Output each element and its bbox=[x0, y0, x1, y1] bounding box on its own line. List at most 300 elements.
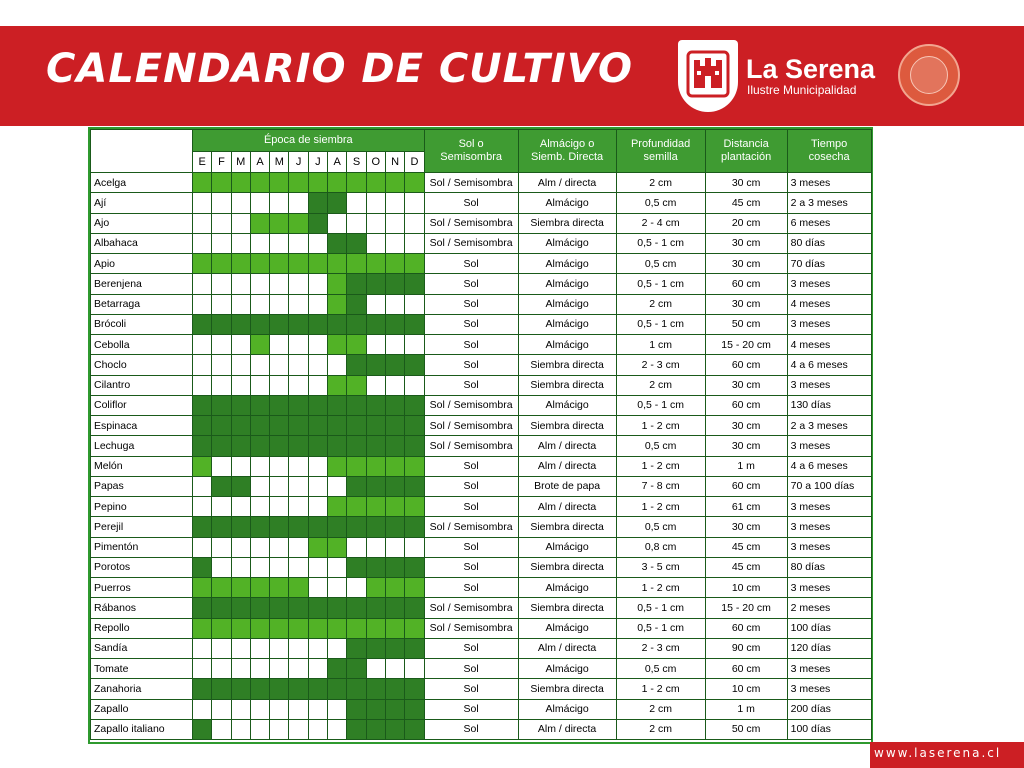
sowing-month-cell bbox=[347, 497, 366, 517]
sowing-month-cell bbox=[308, 294, 327, 314]
distance-cell: 50 cm bbox=[705, 719, 787, 739]
table-row bbox=[91, 436, 872, 456]
sowing-month-cell bbox=[289, 497, 308, 517]
sowing-month-cell bbox=[366, 719, 385, 739]
sowing-month-cell bbox=[308, 557, 327, 577]
municipal-seal-icon bbox=[898, 44, 960, 106]
depth-cell: 1 - 2 cm bbox=[616, 497, 705, 517]
sun-cell: Sol bbox=[424, 314, 518, 334]
sowing-month-cell bbox=[270, 537, 289, 557]
sowing-month-cell bbox=[328, 395, 347, 415]
sowing-month-cell bbox=[289, 578, 308, 598]
sowing-month-cell bbox=[250, 294, 269, 314]
sowing-month-cell bbox=[289, 274, 308, 294]
crop-name: Pepino bbox=[91, 497, 193, 517]
distance-cell: 20 cm bbox=[705, 213, 787, 233]
sowing-month-cell bbox=[270, 294, 289, 314]
sowing-month-cell bbox=[193, 618, 212, 638]
sowing-month-cell bbox=[193, 699, 212, 719]
depth-cell: 0,5 cm bbox=[616, 254, 705, 274]
depth-cell: 0,5 - 1 cm bbox=[616, 314, 705, 334]
sowing-month-cell bbox=[193, 294, 212, 314]
sowing-month-cell bbox=[193, 254, 212, 274]
sowing-month-cell bbox=[347, 578, 366, 598]
sowing-month-cell bbox=[212, 173, 231, 193]
month-header: M bbox=[231, 152, 250, 173]
method-cell: Siembra directa bbox=[518, 517, 616, 537]
depth-cell: 1 - 2 cm bbox=[616, 456, 705, 476]
crop-name: Cilantro bbox=[91, 375, 193, 395]
sowing-month-cell bbox=[366, 335, 385, 355]
sowing-month-cell bbox=[289, 173, 308, 193]
method-cell: Siembra directa bbox=[518, 355, 616, 375]
sowing-month-cell bbox=[366, 699, 385, 719]
harvest-time-cell: 3 meses bbox=[787, 537, 871, 557]
harvest-time-cell: 4 a 6 meses bbox=[787, 355, 871, 375]
sowing-month-cell bbox=[385, 699, 404, 719]
distance-cell: 60 cm bbox=[705, 618, 787, 638]
sun-cell: Sol bbox=[424, 274, 518, 294]
distance-cell: 30 cm bbox=[705, 173, 787, 193]
sowing-month-cell bbox=[328, 193, 347, 213]
sowing-month-cell bbox=[405, 699, 424, 719]
sowing-month-cell bbox=[250, 193, 269, 213]
distance-cell: 30 cm bbox=[705, 517, 787, 537]
sowing-month-cell bbox=[270, 335, 289, 355]
brand-subtitle: Ilustre Municipalidad bbox=[747, 83, 857, 97]
month-header: N bbox=[385, 152, 404, 173]
sowing-month-cell bbox=[347, 233, 366, 253]
table-row bbox=[91, 233, 872, 253]
sowing-month-cell bbox=[347, 395, 366, 415]
sowing-month-cell bbox=[250, 557, 269, 577]
sowing-month-cell bbox=[270, 557, 289, 577]
sowing-month-cell bbox=[289, 294, 308, 314]
sowing-month-cell bbox=[328, 416, 347, 436]
sowing-month-cell bbox=[347, 355, 366, 375]
sowing-month-cell bbox=[385, 395, 404, 415]
sowing-month-cell bbox=[405, 416, 424, 436]
sowing-month-cell bbox=[250, 213, 269, 233]
crop-name: Melón bbox=[91, 456, 193, 476]
sowing-month-cell bbox=[250, 314, 269, 334]
sowing-month-cell bbox=[289, 335, 308, 355]
sowing-month-cell bbox=[328, 659, 347, 679]
sowing-month-cell bbox=[289, 213, 308, 233]
crop-name: Porotos bbox=[91, 557, 193, 577]
method-cell: Almácigo bbox=[518, 335, 616, 355]
sowing-month-cell bbox=[212, 416, 231, 436]
distance-cell: 30 cm bbox=[705, 294, 787, 314]
sowing-month-cell bbox=[193, 395, 212, 415]
sun-cell: Sol / Semisombra bbox=[424, 598, 518, 618]
sowing-month-cell bbox=[405, 557, 424, 577]
harvest-time-cell: 70 días bbox=[787, 254, 871, 274]
sowing-month-cell bbox=[250, 497, 269, 517]
sowing-month-cell bbox=[193, 517, 212, 537]
sowing-month-cell bbox=[212, 699, 231, 719]
sowing-month-cell bbox=[405, 213, 424, 233]
sowing-month-cell bbox=[308, 274, 327, 294]
sowing-month-cell bbox=[231, 517, 250, 537]
distance-cell: 15 - 20 cm bbox=[705, 598, 787, 618]
sowing-month-cell bbox=[347, 274, 366, 294]
depth-cell: 0,5 cm bbox=[616, 193, 705, 213]
sowing-month-cell bbox=[231, 578, 250, 598]
table-row bbox=[91, 476, 872, 496]
sun-cell: Sol / Semisombra bbox=[424, 416, 518, 436]
sowing-month-cell bbox=[347, 173, 366, 193]
table-row bbox=[91, 274, 872, 294]
sowing-month-cell bbox=[385, 659, 404, 679]
sowing-month-cell bbox=[347, 213, 366, 233]
distance-cell: 45 cm bbox=[705, 537, 787, 557]
sowing-month-cell bbox=[347, 456, 366, 476]
sowing-month-cell bbox=[212, 618, 231, 638]
sowing-month-cell bbox=[250, 537, 269, 557]
sowing-month-cell bbox=[405, 173, 424, 193]
crop-name: Pimentón bbox=[91, 537, 193, 557]
crop-calendar-table bbox=[88, 127, 873, 744]
sowing-month-cell bbox=[193, 335, 212, 355]
brand-name: La Serena bbox=[746, 54, 876, 84]
sowing-month-cell bbox=[405, 719, 424, 739]
sowing-month-cell bbox=[250, 517, 269, 537]
sowing-month-cell bbox=[347, 294, 366, 314]
table-row bbox=[91, 659, 872, 679]
sowing-month-cell bbox=[347, 476, 366, 496]
sowing-month-cell bbox=[250, 254, 269, 274]
sowing-month-cell bbox=[366, 254, 385, 274]
sun-cell: Sol bbox=[424, 254, 518, 274]
sowing-month-cell bbox=[193, 476, 212, 496]
calendar-grid bbox=[90, 129, 872, 740]
header-epoca-siembra: Época de siembra bbox=[193, 130, 425, 152]
sowing-month-cell bbox=[193, 274, 212, 294]
sowing-month-cell bbox=[328, 375, 347, 395]
sowing-month-cell bbox=[289, 659, 308, 679]
sowing-month-cell bbox=[328, 456, 347, 476]
sowing-month-cell bbox=[231, 193, 250, 213]
sun-cell: Sol bbox=[424, 537, 518, 557]
depth-cell: 0,5 cm bbox=[616, 517, 705, 537]
distance-cell: 1 m bbox=[705, 699, 787, 719]
sowing-month-cell bbox=[328, 497, 347, 517]
sowing-month-cell bbox=[212, 598, 231, 618]
sowing-month-cell bbox=[231, 335, 250, 355]
sowing-month-cell bbox=[405, 395, 424, 415]
depth-cell: 7 - 8 cm bbox=[616, 476, 705, 496]
crop-name: Puerros bbox=[91, 578, 193, 598]
sowing-month-cell bbox=[405, 254, 424, 274]
sowing-month-cell bbox=[308, 699, 327, 719]
sowing-month-cell bbox=[385, 578, 404, 598]
sowing-month-cell bbox=[270, 598, 289, 618]
sowing-month-cell bbox=[231, 618, 250, 638]
sowing-month-cell bbox=[308, 173, 327, 193]
sowing-month-cell bbox=[385, 274, 404, 294]
sowing-month-cell bbox=[193, 355, 212, 375]
footer-url: www.laserena.cl bbox=[874, 746, 1002, 760]
table-row bbox=[91, 193, 872, 213]
sowing-month-cell bbox=[366, 679, 385, 699]
sowing-month-cell bbox=[250, 638, 269, 658]
sowing-month-cell bbox=[366, 517, 385, 537]
method-cell: Siembra directa bbox=[518, 557, 616, 577]
sowing-month-cell bbox=[250, 355, 269, 375]
sowing-month-cell bbox=[231, 497, 250, 517]
sowing-month-cell bbox=[212, 314, 231, 334]
depth-cell: 2 - 4 cm bbox=[616, 213, 705, 233]
sowing-month-cell bbox=[212, 335, 231, 355]
sowing-month-cell bbox=[366, 355, 385, 375]
crop-name: Cebolla bbox=[91, 335, 193, 355]
sowing-month-cell bbox=[405, 274, 424, 294]
depth-cell: 2 - 3 cm bbox=[616, 638, 705, 658]
sowing-month-cell bbox=[328, 294, 347, 314]
sowing-month-cell bbox=[289, 517, 308, 537]
sowing-month-cell bbox=[289, 314, 308, 334]
table-row bbox=[91, 719, 872, 739]
sowing-month-cell bbox=[289, 375, 308, 395]
distance-cell: 30 cm bbox=[705, 233, 787, 253]
sowing-month-cell bbox=[250, 173, 269, 193]
sowing-month-cell bbox=[212, 719, 231, 739]
crop-name: Ají bbox=[91, 193, 193, 213]
method-cell: Alm / directa bbox=[518, 436, 616, 456]
sun-cell: Sol bbox=[424, 497, 518, 517]
method-cell: Siembra directa bbox=[518, 213, 616, 233]
sowing-month-cell bbox=[231, 233, 250, 253]
method-cell: Almácigo bbox=[518, 193, 616, 213]
sowing-month-cell bbox=[250, 476, 269, 496]
sowing-month-cell bbox=[250, 233, 269, 253]
sun-cell: Sol bbox=[424, 679, 518, 699]
sowing-month-cell bbox=[289, 193, 308, 213]
sun-cell: Sol bbox=[424, 578, 518, 598]
sowing-month-cell bbox=[231, 659, 250, 679]
method-cell: Alm / directa bbox=[518, 719, 616, 739]
sowing-month-cell bbox=[328, 598, 347, 618]
distance-cell: 61 cm bbox=[705, 497, 787, 517]
crop-name: Acelga bbox=[91, 173, 193, 193]
sowing-month-cell bbox=[231, 557, 250, 577]
sowing-month-cell bbox=[270, 638, 289, 658]
sowing-month-cell bbox=[347, 254, 366, 274]
distance-cell: 30 cm bbox=[705, 436, 787, 456]
sowing-month-cell bbox=[193, 314, 212, 334]
table-row bbox=[91, 497, 872, 517]
distance-cell: 90 cm bbox=[705, 638, 787, 658]
depth-cell: 2 - 3 cm bbox=[616, 355, 705, 375]
sowing-month-cell bbox=[308, 335, 327, 355]
sowing-month-cell bbox=[289, 679, 308, 699]
sowing-month-cell bbox=[385, 173, 404, 193]
table-row bbox=[91, 294, 872, 314]
sowing-month-cell bbox=[212, 557, 231, 577]
sowing-month-cell bbox=[212, 294, 231, 314]
sun-cell: Sol bbox=[424, 355, 518, 375]
sowing-month-cell bbox=[231, 314, 250, 334]
header-corner bbox=[91, 130, 193, 173]
sowing-month-cell bbox=[193, 578, 212, 598]
depth-cell: 0,5 - 1 cm bbox=[616, 598, 705, 618]
sowing-month-cell bbox=[347, 659, 366, 679]
month-header: J bbox=[308, 152, 327, 173]
sowing-month-cell bbox=[366, 213, 385, 233]
table-row bbox=[91, 375, 872, 395]
sowing-month-cell bbox=[250, 274, 269, 294]
sowing-month-cell bbox=[347, 517, 366, 537]
depth-cell: 2 cm bbox=[616, 173, 705, 193]
sowing-month-cell bbox=[347, 436, 366, 456]
distance-cell: 60 cm bbox=[705, 395, 787, 415]
sowing-month-cell bbox=[405, 598, 424, 618]
distance-cell: 30 cm bbox=[705, 254, 787, 274]
method-cell: Almácigo bbox=[518, 699, 616, 719]
sowing-month-cell bbox=[385, 537, 404, 557]
sowing-month-cell bbox=[328, 173, 347, 193]
sowing-month-cell bbox=[308, 233, 327, 253]
sowing-month-cell bbox=[289, 719, 308, 739]
sowing-month-cell bbox=[405, 233, 424, 253]
sowing-month-cell bbox=[405, 537, 424, 557]
sowing-month-cell bbox=[289, 557, 308, 577]
harvest-time-cell: 3 meses bbox=[787, 659, 871, 679]
crop-name: Betarraga bbox=[91, 294, 193, 314]
crop-name: Tomate bbox=[91, 659, 193, 679]
sowing-month-cell bbox=[308, 497, 327, 517]
sowing-month-cell bbox=[385, 436, 404, 456]
sowing-month-cell bbox=[250, 375, 269, 395]
table-row bbox=[91, 395, 872, 415]
table-row bbox=[91, 416, 872, 436]
method-cell: Almácigo bbox=[518, 395, 616, 415]
sowing-month-cell bbox=[231, 699, 250, 719]
sowing-month-cell bbox=[328, 618, 347, 638]
sowing-month-cell bbox=[385, 375, 404, 395]
depth-cell: 1 - 2 cm bbox=[616, 679, 705, 699]
sowing-month-cell bbox=[250, 395, 269, 415]
sowing-month-cell bbox=[270, 699, 289, 719]
sowing-month-cell bbox=[308, 254, 327, 274]
sowing-month-cell bbox=[347, 537, 366, 557]
method-cell: Brote de papa bbox=[518, 476, 616, 496]
sowing-month-cell bbox=[366, 294, 385, 314]
sowing-month-cell bbox=[212, 395, 231, 415]
sowing-month-cell bbox=[270, 254, 289, 274]
depth-cell: 2 cm bbox=[616, 719, 705, 739]
crop-name: Zanahoria bbox=[91, 679, 193, 699]
table-row bbox=[91, 557, 872, 577]
table-row bbox=[91, 699, 872, 719]
table-row bbox=[91, 173, 872, 193]
distance-cell: 60 cm bbox=[705, 476, 787, 496]
sowing-month-cell bbox=[231, 375, 250, 395]
seal-inner bbox=[910, 56, 948, 94]
sowing-month-cell bbox=[308, 416, 327, 436]
depth-cell: 0,5 - 1 cm bbox=[616, 233, 705, 253]
sowing-month-cell bbox=[212, 375, 231, 395]
sowing-month-cell bbox=[405, 335, 424, 355]
sowing-month-cell bbox=[385, 719, 404, 739]
sowing-month-cell bbox=[270, 618, 289, 638]
table-row bbox=[91, 456, 872, 476]
sowing-month-cell bbox=[385, 335, 404, 355]
sun-cell: Sol bbox=[424, 193, 518, 213]
sowing-month-cell bbox=[328, 578, 347, 598]
sowing-month-cell bbox=[328, 719, 347, 739]
depth-cell: 0,5 - 1 cm bbox=[616, 618, 705, 638]
sun-cell: Sol bbox=[424, 659, 518, 679]
sowing-month-cell bbox=[212, 497, 231, 517]
depth-cell: 0,5 - 1 cm bbox=[616, 274, 705, 294]
header-profundidad: Profundidad semilla bbox=[616, 130, 705, 173]
harvest-time-cell: 100 días bbox=[787, 719, 871, 739]
sowing-month-cell bbox=[405, 578, 424, 598]
sowing-month-cell bbox=[212, 578, 231, 598]
method-cell: Almácigo bbox=[518, 294, 616, 314]
distance-cell: 60 cm bbox=[705, 659, 787, 679]
sowing-month-cell bbox=[385, 497, 404, 517]
crop-name: Berenjena bbox=[91, 274, 193, 294]
crop-name: Zapallo bbox=[91, 699, 193, 719]
sowing-month-cell bbox=[231, 416, 250, 436]
sowing-month-cell bbox=[328, 537, 347, 557]
sowing-month-cell bbox=[250, 719, 269, 739]
sowing-month-cell bbox=[270, 719, 289, 739]
sowing-month-cell bbox=[405, 659, 424, 679]
month-header: O bbox=[366, 152, 385, 173]
sowing-month-cell bbox=[366, 436, 385, 456]
method-cell: Siembra directa bbox=[518, 416, 616, 436]
sowing-month-cell bbox=[385, 294, 404, 314]
sowing-month-cell bbox=[366, 638, 385, 658]
sowing-month-cell bbox=[385, 557, 404, 577]
sowing-month-cell bbox=[212, 274, 231, 294]
method-cell: Almácigo bbox=[518, 537, 616, 557]
sowing-month-cell bbox=[231, 254, 250, 274]
harvest-time-cell: 3 meses bbox=[787, 173, 871, 193]
method-cell: Alm / directa bbox=[518, 456, 616, 476]
table-row bbox=[91, 618, 872, 638]
sowing-month-cell bbox=[289, 598, 308, 618]
sowing-month-cell bbox=[347, 557, 366, 577]
sowing-month-cell bbox=[270, 375, 289, 395]
sowing-month-cell bbox=[212, 537, 231, 557]
sowing-month-cell bbox=[289, 254, 308, 274]
harvest-time-cell: 4 a 6 meses bbox=[787, 456, 871, 476]
sowing-month-cell bbox=[347, 375, 366, 395]
sun-cell: Sol bbox=[424, 638, 518, 658]
sowing-month-cell bbox=[308, 638, 327, 658]
sun-cell: Sol bbox=[424, 699, 518, 719]
sowing-month-cell bbox=[250, 618, 269, 638]
sowing-month-cell bbox=[270, 476, 289, 496]
sowing-month-cell bbox=[193, 193, 212, 213]
month-header: S bbox=[347, 152, 366, 173]
sowing-month-cell bbox=[385, 314, 404, 334]
table-row bbox=[91, 213, 872, 233]
sowing-month-cell bbox=[289, 699, 308, 719]
sowing-month-cell bbox=[270, 497, 289, 517]
sowing-month-cell bbox=[250, 699, 269, 719]
sowing-month-cell bbox=[308, 213, 327, 233]
distance-cell: 15 - 20 cm bbox=[705, 335, 787, 355]
sowing-month-cell bbox=[289, 395, 308, 415]
sowing-month-cell bbox=[366, 173, 385, 193]
sowing-month-cell bbox=[308, 618, 327, 638]
